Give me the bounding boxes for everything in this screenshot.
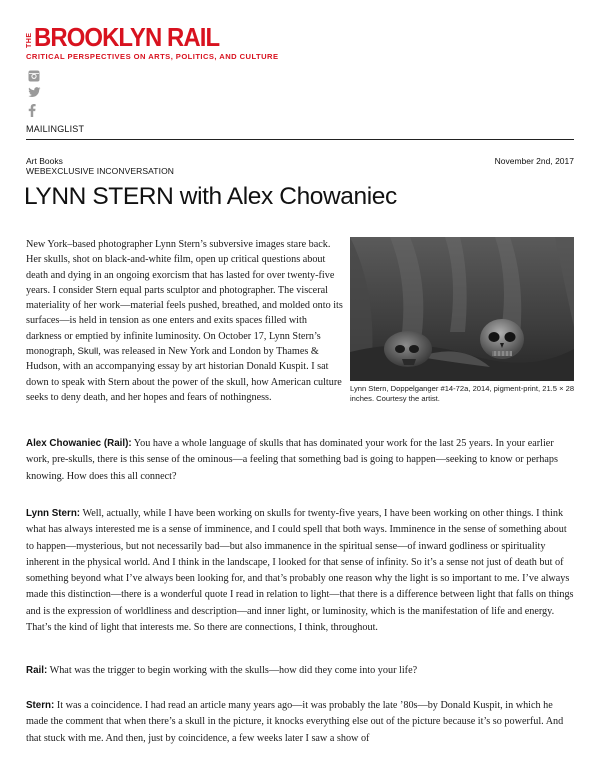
paragraph-text: You have a whole language of skulls that has dominated your work for the last 25 years. In your earlier work, pre-skulls, there is this sense of the ominous—a feeling that something bad is going to happen—seeking to know or perhaps knowing. How does this all connect? bbox=[26, 438, 558, 482]
speaker-label: Alex Chowaniec (Rail): bbox=[26, 438, 132, 449]
instagram-icon[interactable] bbox=[28, 70, 42, 84]
speaker-label: Rail: bbox=[26, 665, 48, 676]
paragraph-text: It was a coincidence. I had read an article many years ago—it was probably the late ’80s—by Donald Kuspit, in which he made the comment that when there’s a skull in the picture, it knocks everything else out of the picture because it’s so powerful. And that stuck with me. And then, just by coincidence, a few weeks later I saw a show of bbox=[26, 700, 564, 744]
skull-photograph bbox=[350, 237, 574, 381]
publish-date: November 2nd, 2017 bbox=[494, 156, 574, 166]
interview-paragraph bbox=[26, 663, 574, 679]
logo-name: BROOKLYN RAIL bbox=[34, 22, 220, 52]
header-divider bbox=[26, 139, 574, 140]
book-title: Skull bbox=[77, 346, 99, 358]
article-title: LYNN STERN with Alex Chowaniec bbox=[24, 183, 397, 210]
speaker-label: Stern: bbox=[26, 700, 55, 711]
logo-prefix: THE bbox=[26, 32, 33, 48]
twitter-icon[interactable] bbox=[28, 87, 42, 101]
intro-text-after: , was released in New York and London by Thames & Hudson, with an accompanying essay by art historian Donald Kuspit. I sat down to speak with Stern about the power of the skull, how American culture seeks to deny death, and her hopes and fears of nothingness. bbox=[26, 346, 342, 403]
speaker-label: Lynn Stern: bbox=[26, 508, 81, 519]
paragraph-text: Well, actually, while I have been working on skulls for twenty-five years, I have been working on other things. I think what has always interested me is a sense of imminence, and I could spell that both ways. Imminence in the sense of something about to happen—mysterious, but not necessarily bad—but also immanence in the spiritual sense—of inward godliness or spirituality inherent in the physical world. And I think in the landscape, I looked for that sense of infinity. So it’s a sense not just of death but of something beyond what I’ve always been looking for, and that’s probably one reason why the light is so important to me. I’ve always made this distinction—there is a wonderful quote I read in relation to light—that there is a difference between light that falls on things and is the expression of worldliness and description—and inner light, or luminosity, which is the manifestation of life and energy. That’s the kind of light that interests me. So there are connections, I think, throughout. bbox=[26, 508, 574, 634]
interview-paragraph bbox=[26, 436, 574, 485]
brooklyn-rail-logo[interactable] bbox=[26, 22, 235, 52]
mailinglist-link[interactable]: MAILINGLIST bbox=[26, 124, 85, 134]
paragraph-text: What was the trigger to begin working with the skulls—how did they come into your life? bbox=[47, 665, 418, 676]
tagline: CRITICAL PERSPECTIVES ON ARTS, POLITICS, AND CULTURE bbox=[26, 52, 279, 61]
interview-paragraph bbox=[26, 506, 574, 636]
figure-caption: Lynn Stern, Doppelganger #14-72a, 2014, pigment-print, 21.5 × 28 inches. Courtesy the artist. bbox=[350, 384, 575, 403]
section-link[interactable]: Art Books bbox=[26, 156, 63, 166]
intro-paragraph bbox=[26, 237, 344, 405]
interview-paragraph bbox=[26, 698, 574, 747]
subsection-label: WEBEXCLUSIVE INCONVERSATION bbox=[26, 166, 175, 176]
intro-text-before: New York–based photographer Lynn Stern’s subversive images stare back. Her skulls, shot on black-and-white film, open up critical questions about death and dying in an ongoing exorcism that has lasted for over twenty-five years. I consider Stern equal parts sculptor and photographer. The visceral materiality of her work—material feels pushed, breathed, and molded onto its surfaces—is held in tension as one enters and exits spaces filled with darkness or emptied by infinite luminosity. On October 17, Lynn Stern’s monograph, bbox=[26, 239, 343, 358]
facebook-icon[interactable] bbox=[28, 104, 42, 118]
